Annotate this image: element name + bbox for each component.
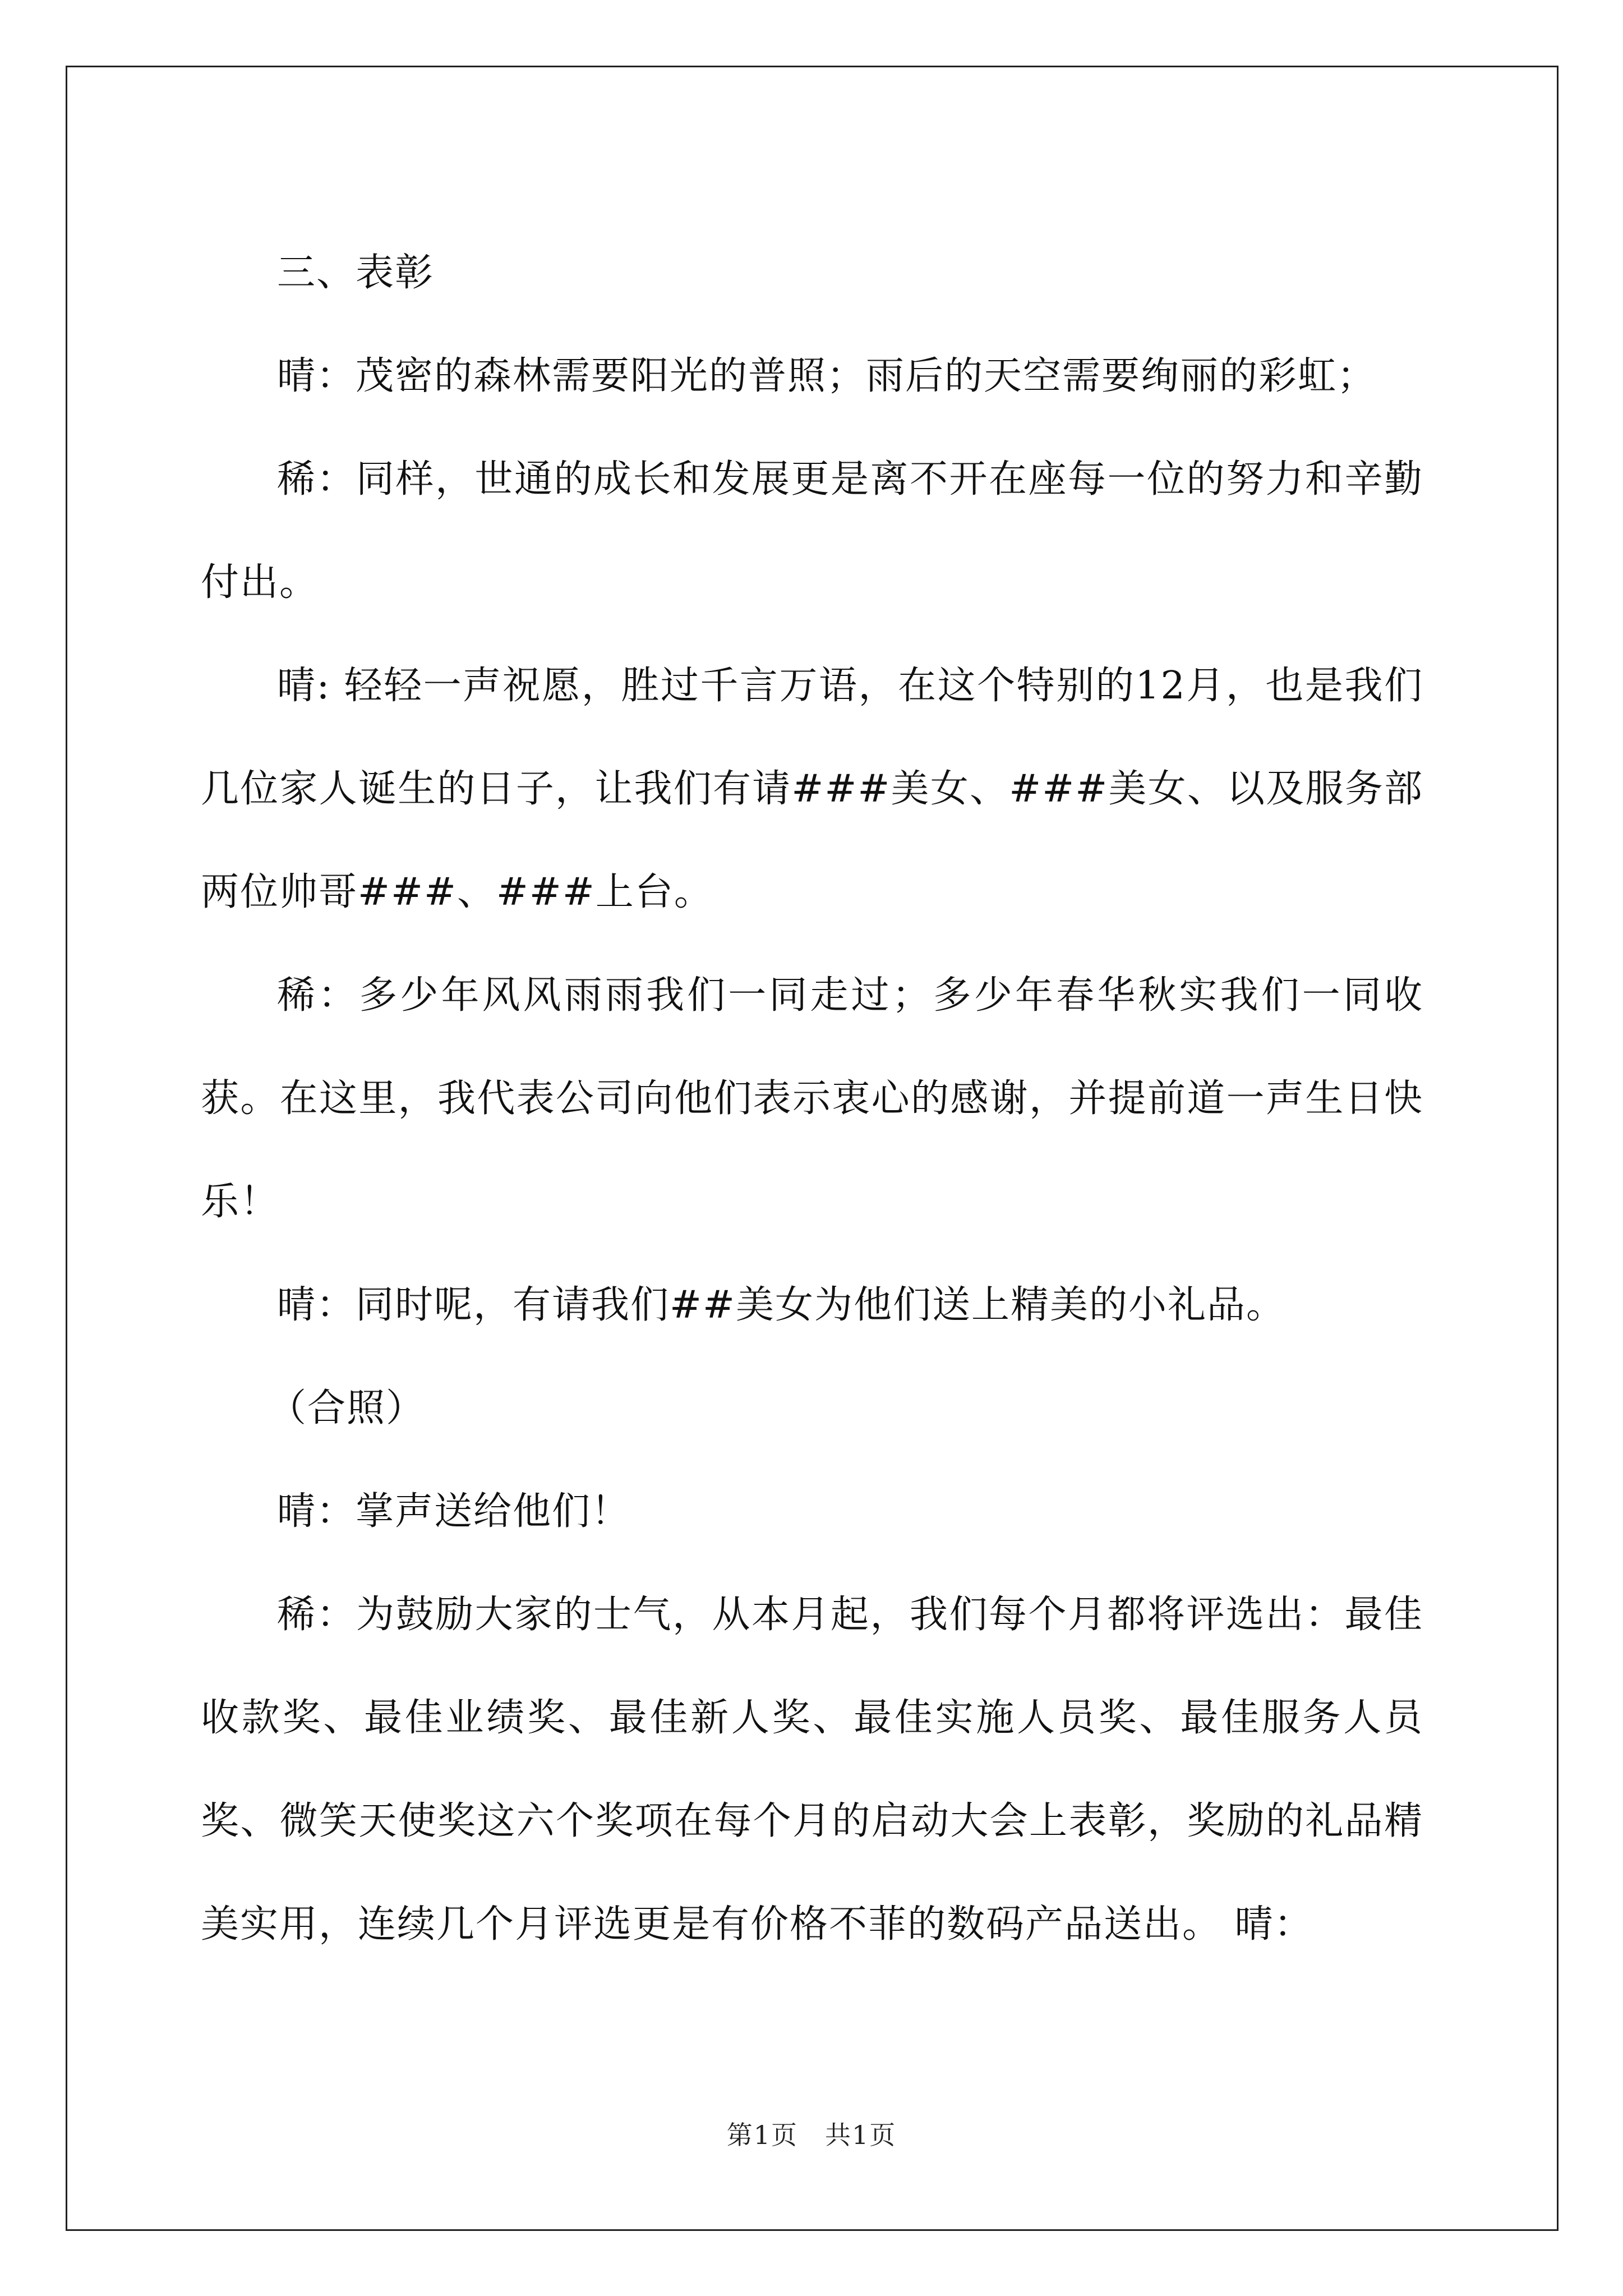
- section-heading: 三、表彰: [277, 251, 435, 295]
- paragraph: 晴：茂密的森林需要阳光的普照；雨后的天空需要绚丽的彩虹；: [277, 354, 1377, 398]
- page-footer: 第1页 共1页: [726, 2120, 897, 2150]
- paragraph: 晴：掌声送给他们！: [277, 1489, 631, 1534]
- paragraph: 晴: 轻轻一声祝愿，胜过千言万语，在这个特别的12月，也是我们几位家人诞生的日子，让我们有请###美女、###美女、以及服务部两位帅哥###、###上台。: [201, 664, 1423, 914]
- paragraph: 稀：多少年风风雨雨我们一同走过；多少年春华秋实我们一同收获。在这里，我代表公司向他们表示衷心的感谢，并提前道一声生日快乐！: [201, 973, 1423, 1224]
- paragraph: 晴：同时呢，有请我们##美女为他们送上精美的小礼品。: [277, 1283, 1285, 1327]
- document-body: [201, 222, 1423, 1976]
- stage-note: （合照）: [268, 1386, 426, 1430]
- paragraph: 稀：为鼓励大家的士气，从本月起，我们每个月都将评选出：最佳收款奖、最佳业绩奖、最佳新人奖、最佳实施人员奖、最佳服务人员奖、微笑天使奖这六个奖项在每个月的启动大会上表彰，奖励的礼品精美实用，连续几个月评选更是有价格不菲的数码产品送出。 晴：: [201, 1593, 1423, 1947]
- paragraph: 稀：同样，世通的成长和发展更是离不开在座每一位的努力和辛勤付出。: [201, 457, 1423, 605]
